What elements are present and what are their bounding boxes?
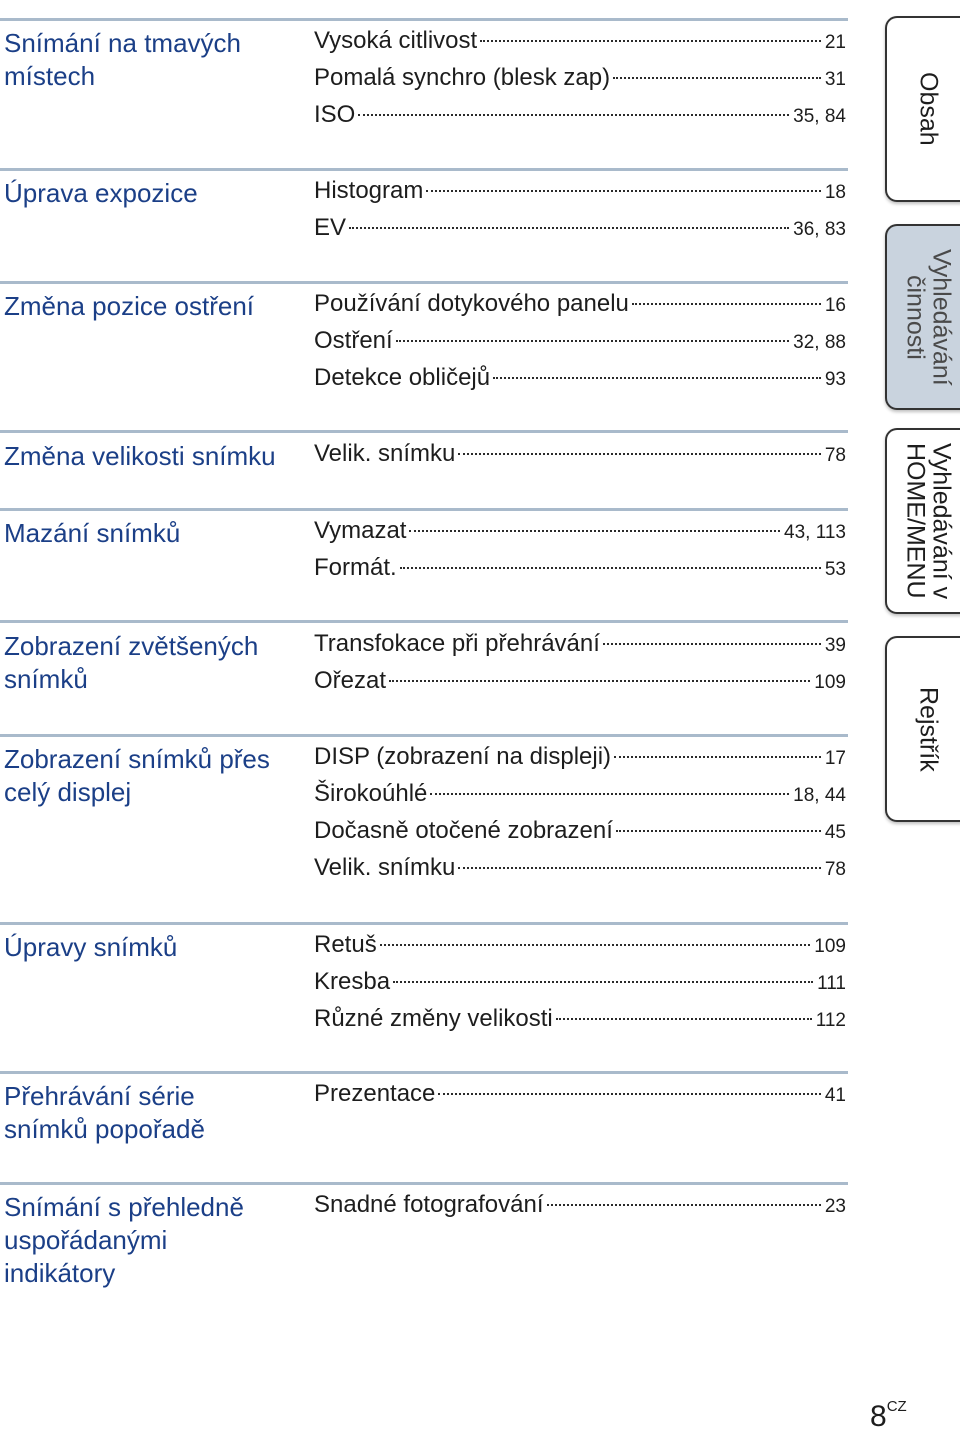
tab-label: Obsah (914, 72, 943, 146)
tab-operation-search[interactable] (885, 224, 960, 410)
entry-label: Velik. snímku (314, 440, 456, 467)
dot-leader (613, 76, 821, 79)
entry-pages: 109 (814, 672, 846, 693)
toc-entry[interactable] (314, 517, 846, 551)
entry-pages: 31 (824, 69, 846, 90)
dot-leader (358, 113, 789, 116)
section-title: Mazání snímků (4, 518, 181, 548)
tab-index[interactable] (885, 636, 960, 822)
dot-leader (389, 679, 810, 682)
dot-leader (547, 1203, 821, 1206)
toc-entry[interactable] (314, 177, 846, 211)
entry-label: Histogram (314, 177, 424, 204)
dot-leader (632, 302, 821, 305)
dot-leader (380, 943, 811, 946)
toc-entry[interactable] (314, 1005, 846, 1039)
entry-label: Širokoúhlé (314, 780, 428, 807)
entry-pages: 35, 84 (793, 106, 846, 127)
dot-leader (426, 189, 821, 192)
toc-entry[interactable] (314, 214, 846, 248)
section-divider (0, 734, 848, 737)
entry-label: ISO (314, 101, 356, 128)
section-title: Přehrávání série snímků popořadě (4, 1081, 205, 1144)
toc-entry[interactable] (314, 364, 846, 398)
tab-label: Vyhledávání činnosti (901, 248, 956, 386)
toc-entry[interactable] (314, 630, 846, 664)
section-divider (0, 430, 848, 433)
toc-entry[interactable] (314, 667, 846, 701)
entry-label: Ostření (314, 327, 393, 354)
section-title: Úpravy snímků (4, 932, 178, 962)
entry-pages: 78 (824, 859, 846, 880)
section-title: Snímání na tmavých místech (4, 28, 241, 91)
entry-label: Používání dotykového panelu (314, 290, 629, 317)
tab-home-menu-search[interactable] (885, 428, 960, 614)
entry-pages: 18, 44 (793, 785, 846, 806)
section-title: Úprava expozice (4, 178, 198, 208)
toc-entry[interactable] (314, 854, 846, 888)
entry-label: Vymazat (314, 517, 407, 544)
toc-entry[interactable] (314, 290, 846, 324)
section-title: Zobrazení zvětšených snímků (4, 631, 259, 694)
entry-label: Pomalá synchro (blesk zap) (314, 64, 611, 91)
section-divider (0, 922, 848, 925)
section-divider (0, 18, 848, 21)
entry-pages: 18 (824, 182, 846, 203)
dot-leader (430, 792, 789, 795)
toc-entry[interactable] (314, 817, 846, 851)
toc-entry[interactable] (314, 780, 846, 814)
dot-leader (409, 529, 780, 532)
entry-label: Ořezat (314, 667, 387, 694)
entry-label: Dočasně otočené zobrazení (314, 817, 613, 844)
entry-pages: 78 (824, 445, 846, 466)
section-divider (0, 281, 848, 284)
entry-label: Transfokace při přehrávání (314, 630, 600, 657)
entry-label: Detekce obličejů (314, 364, 491, 391)
dot-leader (603, 642, 821, 645)
entry-pages: 21 (824, 32, 846, 53)
toc-entry[interactable] (314, 1080, 846, 1114)
entry-pages: 109 (814, 936, 846, 957)
dot-leader (556, 1017, 812, 1020)
section-divider (0, 168, 848, 171)
entry-pages: 45 (824, 822, 846, 843)
dot-leader (393, 980, 813, 983)
tab-label: Vyhledávání v HOME/MENU (901, 442, 956, 600)
section-divider (0, 1182, 848, 1185)
section-title: Snímání s přehledně uspořádanými indikátory (4, 1192, 244, 1288)
toc-entry[interactable] (314, 27, 846, 61)
toc-entry[interactable] (314, 968, 846, 1002)
toc-entry[interactable] (314, 327, 846, 361)
entry-pages: 16 (824, 295, 846, 316)
dot-leader (438, 1092, 820, 1095)
entry-label: Prezentace (314, 1080, 436, 1107)
entry-pages: 43, 113 (784, 522, 846, 543)
toc-entry[interactable] (314, 101, 846, 135)
entry-label: Snadné fotografování (314, 1191, 544, 1218)
page-number-suffix: CZ (886, 1398, 907, 1415)
entry-label: Retuš (314, 931, 377, 958)
dot-leader (493, 376, 821, 379)
section-divider (0, 508, 848, 511)
dot-leader (616, 829, 821, 832)
entry-pages: 23 (824, 1196, 846, 1217)
entry-label: Různé změny velikosti (314, 1005, 553, 1032)
tab-label: Rejstřík (914, 686, 943, 772)
section-title: Zobrazení snímků přes celý displej (4, 744, 270, 807)
toc-entry[interactable] (314, 554, 846, 588)
entry-pages: 32, 88 (793, 332, 846, 353)
dot-leader (480, 39, 821, 42)
entry-pages: 39 (824, 635, 846, 656)
section-title: Změna pozice ostření (4, 291, 255, 321)
entry-label: Velik. snímku (314, 854, 456, 881)
toc-entry[interactable] (314, 931, 846, 965)
entry-label: EV (314, 214, 347, 241)
section-divider (0, 1071, 848, 1074)
entry-label: Formát. (314, 554, 397, 581)
entry-pages: 36, 83 (793, 219, 846, 240)
entry-label: Vysoká citlivost (314, 27, 478, 54)
entry-pages: 93 (824, 369, 846, 390)
dot-leader (458, 866, 820, 869)
dot-leader (458, 452, 820, 455)
entry-pages: 112 (815, 1010, 846, 1031)
section-title: Změna velikosti snímku (4, 441, 276, 471)
page-number (870, 1398, 907, 1434)
entry-label: DISP (zobrazení na displeji) (314, 743, 612, 770)
toc-entry[interactable] (314, 440, 846, 474)
tab-contents[interactable] (885, 16, 960, 202)
dot-leader (614, 755, 821, 758)
toc-entry[interactable] (314, 743, 846, 777)
section-divider (0, 620, 848, 623)
toc-entry[interactable] (314, 1191, 846, 1225)
entry-pages: 41 (824, 1085, 846, 1106)
entry-pages: 111 (817, 973, 846, 994)
dot-leader (349, 226, 789, 229)
toc-entry[interactable] (314, 64, 846, 98)
entry-pages: 53 (824, 559, 846, 580)
dot-leader (400, 566, 821, 569)
entry-pages: 17 (824, 748, 846, 769)
page-number-value: 8 (870, 1400, 887, 1433)
dot-leader (396, 339, 789, 342)
entry-label: Kresba (314, 968, 391, 995)
